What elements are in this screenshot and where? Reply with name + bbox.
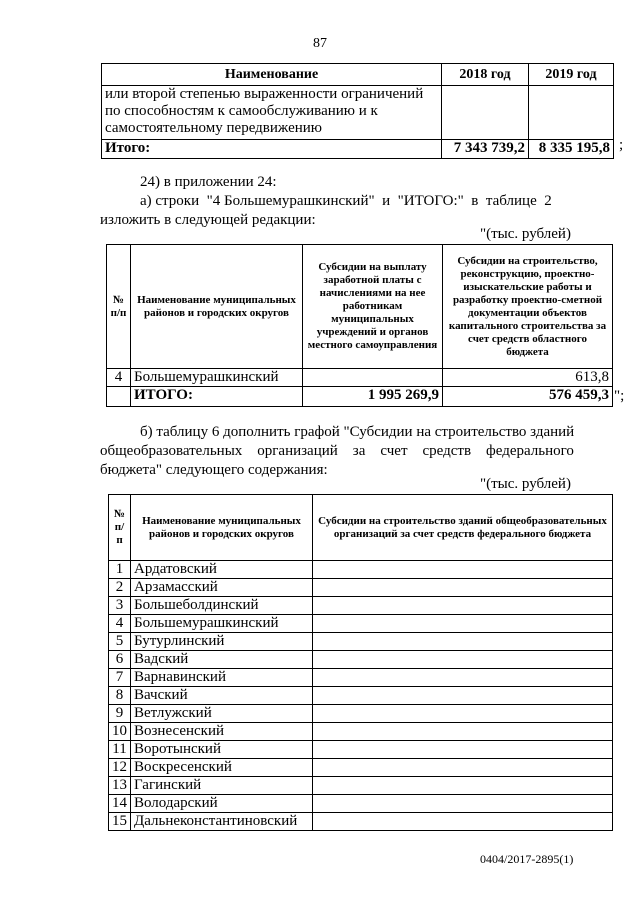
row-num: 12	[109, 759, 131, 777]
row-num: 5	[109, 633, 131, 651]
para-b-line1: б) таблицу 6 дополнить графой "Субсидии на строительство зданий	[140, 424, 575, 440]
header-federal-subsidy: Субсидии на строительство зданий общеобразовательных организаций за счет средств федерального бюджета	[313, 495, 613, 561]
table-row	[109, 759, 613, 777]
row-num: 13	[109, 777, 131, 795]
row-value	[313, 795, 613, 813]
total-col3: 1 995 269,9	[303, 387, 443, 407]
table-row	[109, 741, 613, 759]
table-row	[109, 687, 613, 705]
table2-suffix: ";	[614, 388, 625, 404]
header-name: Наименование муниципальных районов и городских округов	[131, 245, 303, 369]
row-num: 6	[109, 651, 131, 669]
row-num: 4	[109, 615, 131, 633]
table-row	[109, 561, 613, 579]
table-row	[109, 633, 613, 651]
document-code: 0404/2017-2895(1)	[480, 852, 574, 866]
row-value	[313, 777, 613, 795]
row-name: Бутурлинский	[131, 633, 313, 651]
unit-label: "(тыс. рублей)	[480, 226, 571, 242]
row-col4: 613,8	[443, 369, 613, 387]
total-num	[107, 387, 131, 407]
table1-suffix: ;	[619, 137, 624, 153]
row-value	[313, 723, 613, 741]
para-a-line1: 24) в приложении 24:	[140, 174, 277, 190]
row-num: 1	[109, 561, 131, 579]
row-name: Ветлужский	[131, 705, 313, 723]
row-name: Ардатовский	[131, 561, 313, 579]
row-num: 4	[107, 369, 131, 387]
total-col4: 576 459,3	[443, 387, 613, 407]
total-label: ИТОГО:	[131, 387, 303, 407]
row-name: Большемурашкинский	[131, 369, 303, 387]
row-num: 8	[109, 687, 131, 705]
para-b-line3: бюджета" следующего содержания:	[100, 462, 328, 478]
row-name: Вознесенский	[131, 723, 313, 741]
header-num: № п/п	[109, 495, 131, 561]
table-row	[109, 597, 613, 615]
row-num: 14	[109, 795, 131, 813]
total-2018: 7 343 739,2	[442, 140, 529, 159]
row-value	[313, 741, 613, 759]
header-salary: Субсидии на выплату заработной платы с начислениями на нее работникам муниципальных учреждений и органов местного самоуправления	[303, 245, 443, 369]
header-2018: 2018 год	[442, 64, 529, 86]
para-a-line3: изложить в следующей редакции:	[100, 212, 316, 228]
row-text: или второй степенью выраженности ограничений по способностям к самообслуживанию и к самостоятельному передвижению	[102, 86, 442, 140]
row-value	[313, 579, 613, 597]
row-value	[313, 615, 613, 633]
row-num: 10	[109, 723, 131, 741]
row-name: Гагинский	[131, 777, 313, 795]
row-name: Большемурашкинский	[131, 615, 313, 633]
row-name: Вадский	[131, 651, 313, 669]
table-2	[106, 244, 613, 407]
row-name: Вачский	[131, 687, 313, 705]
table-row	[109, 615, 613, 633]
row-name: Воротынский	[131, 741, 313, 759]
table-row	[109, 777, 613, 795]
row-value	[313, 669, 613, 687]
header-name: Наименование	[102, 64, 442, 86]
table-row	[109, 651, 613, 669]
row-num: 9	[109, 705, 131, 723]
table-row	[109, 669, 613, 687]
header-num: № п/п	[107, 245, 131, 369]
row-name: Большеболдинский	[131, 597, 313, 615]
table-row	[109, 723, 613, 741]
row-name: Арзамасский	[131, 579, 313, 597]
row-value	[313, 705, 613, 723]
row-value	[313, 561, 613, 579]
row-num: 7	[109, 669, 131, 687]
unit-label-2: "(тыс. рублей)	[480, 476, 571, 492]
total-label: Итого:	[102, 140, 442, 159]
row-value	[313, 687, 613, 705]
table-row	[109, 813, 613, 831]
para-a-line2: а) строки "4 Большемурашкинский" и "ИТОГО:" в таблице 2	[140, 193, 552, 209]
row-num: 15	[109, 813, 131, 831]
row-value	[313, 813, 613, 831]
row-num: 2	[109, 579, 131, 597]
para-b-line2: общеобразовательных организаций за счет средств федерального	[100, 443, 574, 459]
row-col3	[303, 369, 443, 387]
row-2019	[529, 86, 614, 140]
row-name: Варнавинский	[131, 669, 313, 687]
header-name: Наименование муниципальных районов и городских округов	[131, 495, 313, 561]
header-construction: Субсидии на строительство, реконструкцию, проектно-изыскательские работы и разработку проектно-сметной документации объектов капитального строительства за счет средств областного бюджета	[443, 245, 613, 369]
row-2018	[442, 86, 529, 140]
row-value	[313, 759, 613, 777]
row-name: Володарский	[131, 795, 313, 813]
table-6-column	[108, 494, 613, 831]
page-number: 87	[313, 36, 327, 51]
row-value	[313, 597, 613, 615]
table-continuation	[101, 63, 614, 159]
table-row	[109, 579, 613, 597]
row-name: Дальнеконстантиновский	[131, 813, 313, 831]
table-row	[109, 795, 613, 813]
row-name: Воскресенский	[131, 759, 313, 777]
row-value	[313, 651, 613, 669]
row-value	[313, 633, 613, 651]
row-num: 11	[109, 741, 131, 759]
header-2019: 2019 год	[529, 64, 614, 86]
table-row	[109, 705, 613, 723]
total-2019: 8 335 195,8	[529, 140, 614, 159]
row-num: 3	[109, 597, 131, 615]
